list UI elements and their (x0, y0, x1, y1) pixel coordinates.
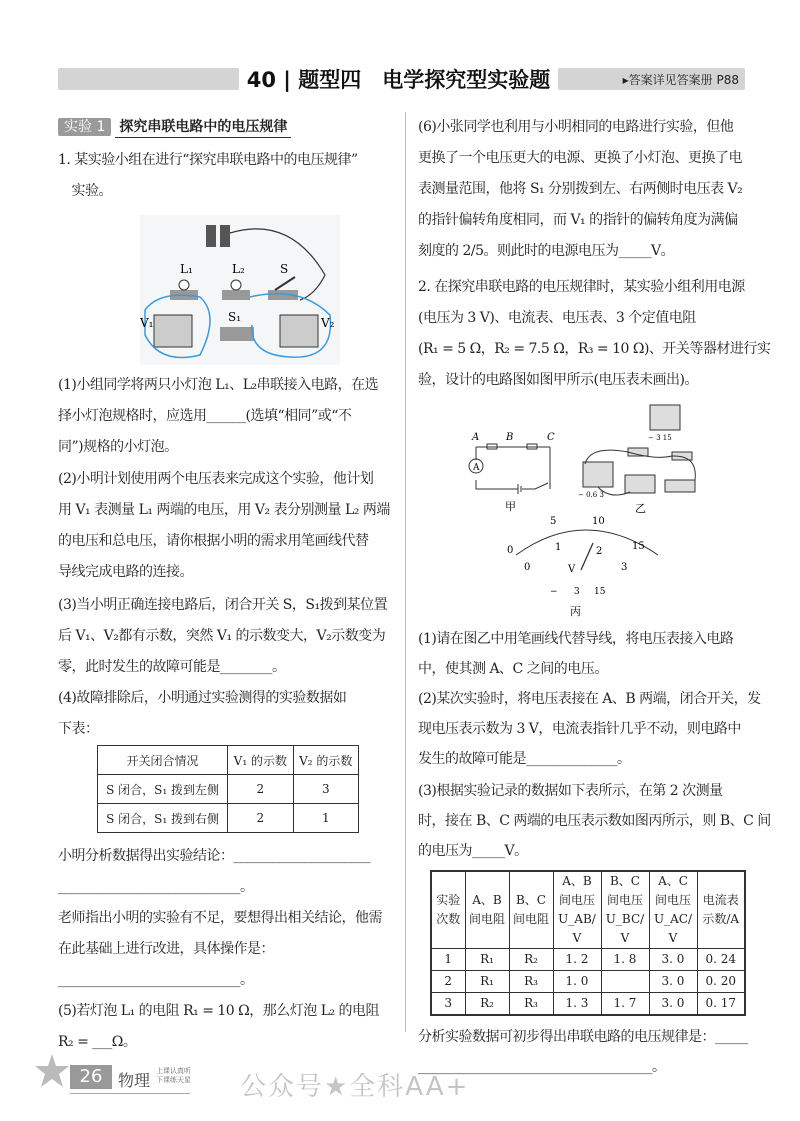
text-line: 发生的故障可能是______________。 (418, 751, 631, 767)
table-cell: 3. 0 (649, 949, 697, 971)
question-1-part-1 (58, 370, 398, 463)
text-line: 验，设计的电路图如图甲所示(电压表未画出)。 (418, 372, 698, 388)
table-cell: 1. 7 (601, 993, 649, 1016)
table-header: 电流表示数/A (697, 871, 745, 949)
text-line: 择小灯泡规格时，应选用______(选填“相同”或“不 (58, 408, 352, 424)
table-cell: S 闭合，S₁ 拨到右侧 (98, 804, 228, 833)
text-line: (2)某次实验时，将电压表接在 A、B 两端，闭合开关，发 (418, 691, 761, 707)
text-line: 的指针偏转角度相同，而 V₁ 的指针的偏转角度为满偏 (418, 212, 738, 228)
label-l1: L₁ (180, 262, 193, 276)
section-heading (58, 116, 291, 136)
table-header: B、C 间电阻 (509, 871, 553, 949)
figure-series-circuit-photo (140, 215, 340, 365)
section-tag: 实验 1 (58, 118, 111, 136)
text-line: 小明分析数据得出实验结论：_____________________ (58, 848, 370, 864)
page-number: 26 (70, 1065, 112, 1089)
table-cell: 3 (431, 993, 465, 1016)
question-1-part-2 (58, 464, 398, 588)
column-divider (405, 112, 406, 1032)
switch-voltage-table (97, 745, 359, 833)
question-2-part-1 (418, 624, 763, 684)
table-cell: 3 (293, 775, 358, 804)
text-line: (1)小组同学将两只小灯泡 L₁、L₂串联接入电路，在选 (58, 377, 379, 393)
text-line: (电压为 3 V)、电流表、电压表、3 个定值电阻 (418, 310, 696, 326)
footer-divider (70, 1093, 190, 1094)
dial-tick: 5 (550, 516, 557, 527)
text-line: 分析实验数据可初步得出串联电路的电压规律是：_____ (418, 1029, 748, 1045)
table-header: B、C 间电压 U_BC/V (601, 871, 649, 949)
table-row (431, 993, 745, 1016)
text-line: 老师指出小明的实验有不足，要想得出相关结论，他需 (58, 910, 382, 926)
footer-slogan (156, 1067, 191, 1085)
dial-tick: 3 (621, 562, 628, 573)
text-line: 的电压和总电压，请你根据小明的需求用笔画线代替 (58, 533, 369, 549)
dial-tick: 1 (555, 542, 562, 553)
text-line: 零，此时发生的故障可能是________。 (58, 659, 286, 675)
table-cell: R₃ (509, 993, 553, 1016)
table-cell: 1. 3 (553, 993, 601, 1016)
question-1-part-3 (58, 590, 398, 683)
text-line: R₂ = ___Ω。 (58, 1034, 137, 1050)
header-bar-left (58, 68, 239, 90)
text-line: (3)根据实验记录的数据如下表所示，在第 2 次测量 (418, 783, 723, 799)
text-line: (R₁ = 5 Ω，R₂ = 7.5 Ω，R₃ = 10 Ω)、开关等器材进行实 (418, 341, 771, 357)
header-bar-right (558, 68, 745, 90)
star-mascot-icon (34, 1052, 70, 1092)
answer-reference: ▸答案详见答案册 P88 (622, 72, 740, 87)
text-line: (4)故障排除后，小明通过实验测得的实验数据如 (58, 690, 347, 706)
improvement-prompt (58, 903, 398, 996)
dial-tick: 0 (507, 545, 514, 556)
dial-tick: 15 (632, 541, 645, 552)
figure-circuit-diagrams (450, 400, 730, 620)
table-header: V₁ 的示数 (228, 746, 293, 775)
figure-bing-label: 丙 (570, 605, 581, 618)
table-cell: 0. 17 (697, 993, 745, 1016)
table-header: V₂ 的示数 (293, 746, 358, 775)
terminal-label: 3 (574, 587, 580, 597)
node-a-label: A (472, 432, 480, 443)
dial-tick: 2 (596, 546, 603, 557)
question-1-part-4 (58, 683, 398, 745)
text-line: 时，接在 B、C 两端的电压表示数如图丙所示，则 B、C 间 (418, 813, 771, 829)
table-row (431, 949, 745, 971)
text-line: (2)小明计划使用两个电压表来完成这个实验，他计划 (58, 471, 374, 487)
table-row (431, 971, 745, 993)
text-line: (3)当小明正确连接电路后，闭合开关 S，S₁拨到某位置 (58, 597, 388, 613)
dial-tick: 0 (524, 562, 531, 573)
text-line: 中，使其测 A、C 之间的电压。 (418, 661, 608, 677)
dial-v-label: V (568, 564, 576, 575)
text-line: 导线完成电路的连接。 (58, 564, 193, 580)
text-line: 用 V₁ 表测量 L₁ 两端的电压，用 V₂ 表分别测量 L₂ 两端 (58, 502, 390, 518)
experiment-data-table (430, 870, 746, 1016)
text-line: 的电压为_____V。 (418, 843, 528, 859)
table-cell: 1. 2 (553, 949, 601, 971)
voltmeter-terminals: − 3 15 (648, 434, 672, 442)
text-line: (1)请在图乙中用笔画线代替导线，将电压表接入电路 (418, 631, 734, 647)
table-cell: 3. 0 (649, 971, 697, 993)
table-header-row (431, 871, 745, 949)
node-b-label: B (506, 432, 514, 443)
table-cell: 0. 20 (697, 971, 745, 993)
table-cell: 2 (228, 804, 293, 833)
page-header (58, 64, 745, 94)
left-column (58, 145, 398, 1058)
table-header-row (98, 746, 359, 775)
table-cell: 1. 0 (553, 971, 601, 993)
question-1-part-5 (58, 996, 398, 1058)
table-cell: R₁ (465, 949, 509, 971)
watermark: 公众号★全科AA+ (240, 1072, 470, 1102)
table-cell: 2 (228, 775, 293, 804)
table-row (98, 804, 359, 833)
label-s1: S₁ (228, 310, 242, 324)
text-line: 现电压表示数为 3 V，电流表指针几乎不动，则电路中 (418, 721, 741, 737)
label-v1: V₁ (140, 316, 154, 330)
text-line: 刻度的 2/5。则此时的电源电压为_____V。 (418, 243, 675, 259)
table-cell: 1 (431, 949, 465, 971)
conclusion-prompt (58, 841, 398, 903)
label-v2: V₂ (321, 316, 335, 330)
table-cell: R₂ (509, 949, 553, 971)
table-cell: 0. 24 (697, 949, 745, 971)
dial-tick: 10 (592, 516, 605, 527)
diagram-jia (469, 444, 550, 494)
table-cell: R₃ (509, 971, 553, 993)
table-cell: 1 (293, 804, 358, 833)
ammeter-terminals: − 0.6 3 (578, 491, 604, 499)
text-line: ____________________________。 (58, 879, 254, 895)
diagram-yi (583, 405, 695, 495)
table-header: A、C 间电压 U_AC/V (649, 871, 697, 949)
question-1-part-6 (418, 112, 763, 267)
text-line: 实验。 (58, 183, 112, 199)
table-cell: R₂ (465, 993, 509, 1016)
right-column (418, 112, 771, 1082)
question-2-part-3 (418, 776, 771, 866)
slogan-line: 上课认真听 (156, 1067, 191, 1075)
text-line: 在此基础上进行改进，具体操作是： (58, 941, 274, 957)
table-cell (601, 971, 649, 993)
page-title: 40 | 题型四 电学探究型实验题 (246, 68, 551, 92)
label-s: S (280, 262, 289, 276)
text-line: 表测量范围，他将 S₁ 分别拨到左、右两侧时电压表 V₂ (418, 181, 743, 197)
label-l2: L₂ (232, 262, 245, 276)
text-line: ____________________________。 (58, 972, 254, 988)
terminal-label: − (550, 587, 558, 597)
text-line: 下表： (58, 721, 99, 737)
table-row (98, 775, 359, 804)
slogan-line: 下课练天星 (156, 1076, 191, 1084)
text-line: ____________________________________。 (418, 1059, 666, 1075)
question-2-part-2 (418, 684, 763, 774)
question-2 (418, 272, 771, 396)
table-cell: 1. 8 (601, 949, 649, 971)
text-line: 1. 某实验小组在进行“探究串联电路中的电压规律” (58, 152, 358, 168)
table-header: 开关闭合情况 (98, 746, 228, 775)
text-line: (6)小张同学也利用与小明相同的电路进行实验，但他 (418, 119, 734, 135)
subject-label: 物理 (118, 1071, 151, 1090)
table-header: 实验次数 (431, 871, 465, 949)
table-cell: 2 (431, 971, 465, 993)
node-c-label: C (547, 432, 555, 443)
section-title: 探究串联电路中的电压规律 (115, 119, 291, 138)
table-header: A、B 间电阻 (465, 871, 509, 949)
text-line: 2. 在探究串联电路的电压规律时，某实验小组利用电源 (418, 279, 745, 295)
text-line: (5)若灯泡 L₁ 的电阻 R₁ = 10 Ω，那么灯泡 L₂ 的电阻 (58, 1003, 380, 1019)
question-2-conclusion (418, 1022, 763, 1082)
text-line: 后 V₁、V₂都有示数，突然 V₁ 的示数变大，V₂示数变为 (58, 628, 386, 644)
table-header: A、B 间电压 U_AB/V (553, 871, 601, 949)
question-1 (58, 145, 398, 207)
text-line: 同”)规格的小灯泡。 (58, 439, 178, 455)
table-cell: S 闭合，S₁ 拨到左侧 (98, 775, 228, 804)
figure-yi-label: 乙 (635, 502, 646, 515)
table-cell: 3. 0 (649, 993, 697, 1016)
ammeter-symbol-label: A (473, 463, 480, 473)
figure-jia-label: 甲 (505, 500, 516, 513)
text-line: 更换了一个电压更大的电源、更换了小灯泡、更换了电 (418, 150, 742, 166)
table-cell: R₁ (465, 971, 509, 993)
terminal-label: 15 (594, 587, 606, 597)
